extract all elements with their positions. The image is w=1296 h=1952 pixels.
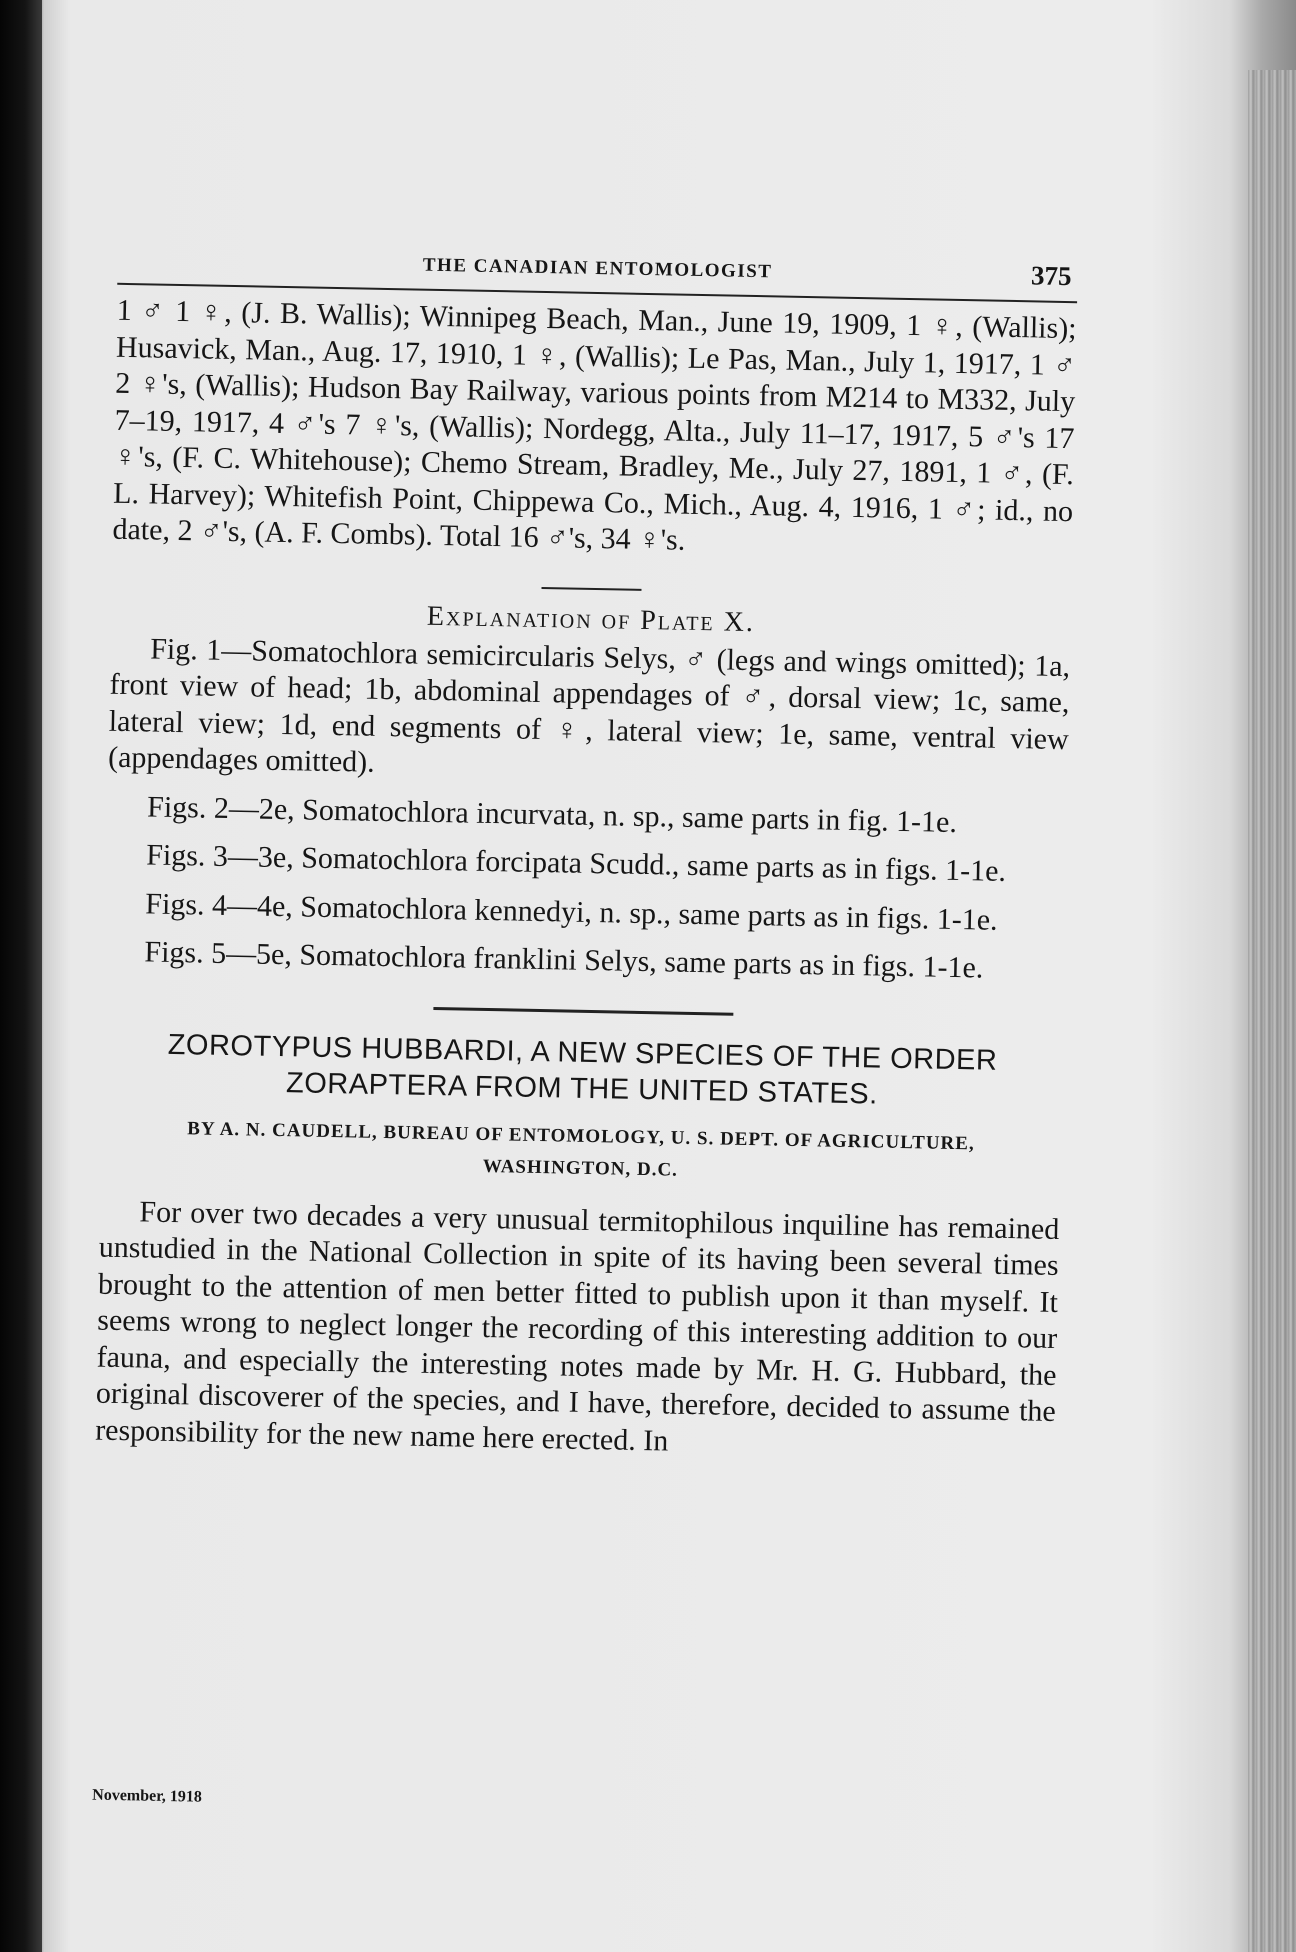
article-body	[95, 1193, 1060, 1467]
plate-explanation-heading: Explanation of Plate X.	[426, 600, 756, 638]
specimen-records-paragraph: 1 ♂ 1 ♀, (J. B. Wallis); Winnipeg Beach, Man., June 19, 1909, 1 ♀, (Wallis); Husavick, Man., Aug. 17, 1910, 1 ♀, (Wallis); Le Pas, Man., July 1, 1917, 1 ♂ 2 ♀'s, (Wallis); Hudson Bay Railway, various points from M214 to M332, July 7–19, 1917, 4 ♂'s 7 ♀'s, (Wallis); Nordegg, Alta., July 11–17, 1917, 5 ♂'s 17 ♀'s, (F. C. Whitehouse); Chemo Stream, Bradley, Me., July 27, 1891, 1 ♂, (F. L. Harvey); Whitefish Point, Chippewa Co., Mich., Aug. 4, 1916, 1 ♂; id., no date, 2 ♂'s, (A. F. Combs). Total 16 ♂'s, 34 ♀'s.	[112, 293, 1077, 557]
article-divider	[433, 1006, 733, 1015]
journal-page	[88, 241, 1078, 1819]
article-paragraph: For over two decades a very unusual termitophilous inquiline has remained unstudied in the National Collection in spite of its having been several times brought to the attention of men better fitted to publish upon it than myself. It seems wrong to neglect longer the recording of this interesting addition to our fauna, and especially the interesting notes made by Mr. H. G. Hubbard, the original discoverer of the species, and I have, therefore, decided to assume the responsibility for the new name here erected. In	[94, 1194, 1060, 1458]
figure-caption: Figs. 2—2e, Somatochlora incurvata, n. sp., same parts in fig. 1-1e.	[146, 789, 958, 839]
article-title: ZOROTYPUS HUBBARDI, A NEW SPECIES OF THE ORDER ZORAPTERA FROM THE UNITED STATES.	[167, 1028, 998, 1111]
figure-list	[104, 630, 1070, 988]
page-number: 375	[1030, 260, 1072, 292]
issue-date: November, 1918	[92, 1786, 203, 1806]
page-edges	[1248, 70, 1296, 1952]
section-divider	[541, 586, 641, 590]
figure-caption: Fig. 1—Somatochlora semicircularis Selys, ♂ (legs and wings omitted); 1a, front view of head; 1b, abdominal appendages of ♂, dorsal view; 1c, same, lateral view; 1d, end segments of ♀, lateral view; 1e, same, ventral view (appendages omitted).	[107, 631, 1071, 779]
article-byline: BY A. N. CAUDELL, BUREAU OF ENTOMOLOGY, U. S. DEPT. OF AGRICULTURE, WASHINGTON, D.C.	[187, 1117, 975, 1181]
figure-caption: Figs. 4—4e, Somatochlora kennedyi, n. sp., same parts as in figs. 1-1e.	[145, 886, 998, 937]
book-spine-shadow	[0, 0, 42, 1952]
figure-caption: Figs. 5—5e, Somatochlora franklini Selys, same parts as in figs. 1-1e.	[144, 935, 984, 985]
figure-caption: Figs. 3—3e, Somatochlora forcipata Scudd., same parts as in figs. 1-1e.	[145, 838, 1007, 888]
journal-title: THE CANADIAN ENTOMOLOGIST	[422, 254, 773, 283]
running-head	[117, 241, 1078, 303]
